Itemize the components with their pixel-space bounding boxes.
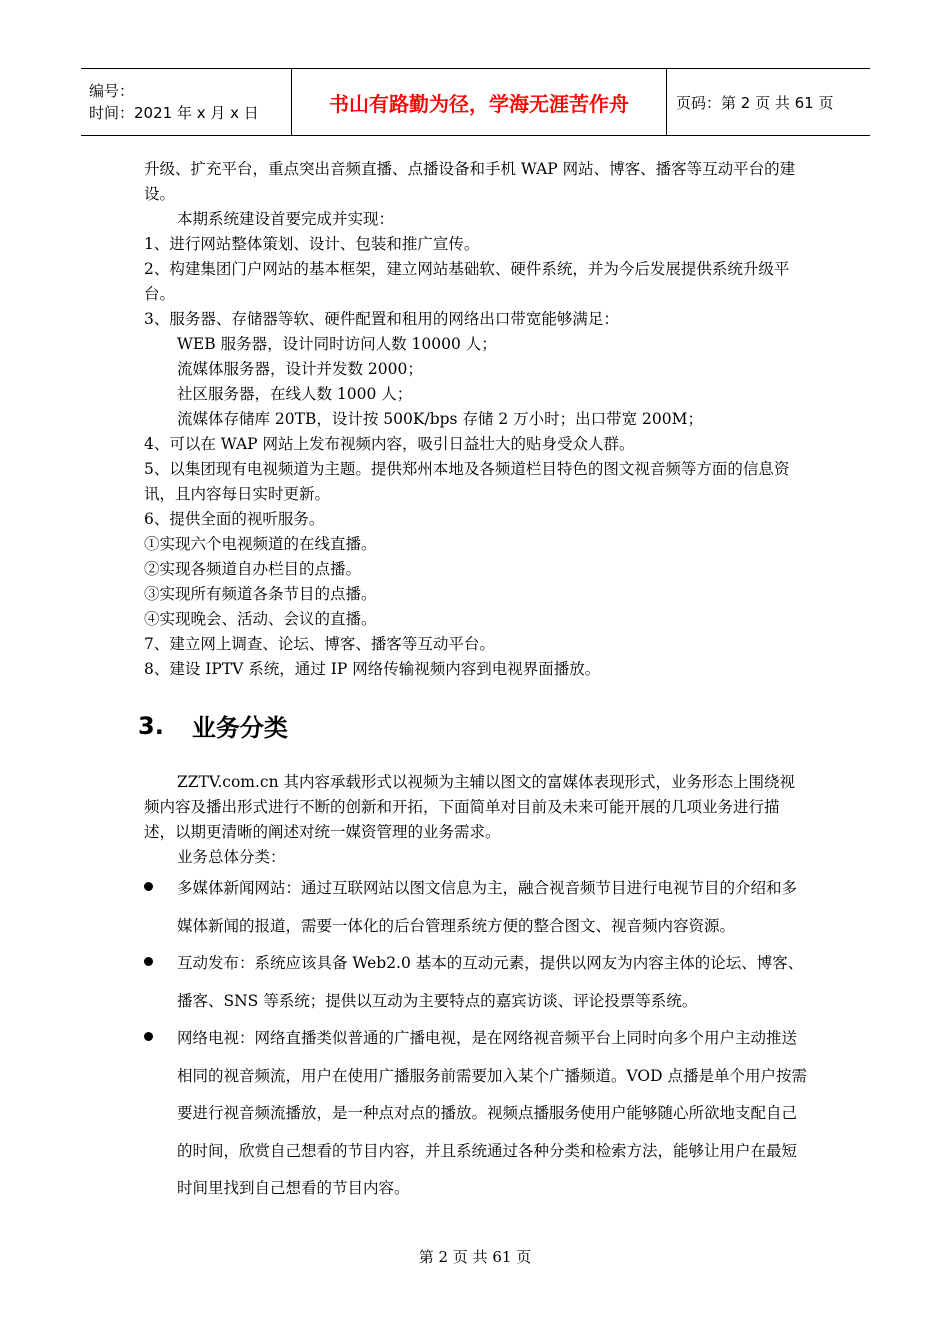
header-page-code: 页码：第 2 页 共 61 页: [667, 69, 871, 136]
body-text: [144, 157, 808, 682]
sub-item: 社区服务器，在线人数 1000 人；: [177, 385, 413, 403]
header-meta: [81, 69, 292, 136]
list-item: 4、可以在 WAP 网站上发布视频内容，吸引日益壮大的贴身受众人群。: [144, 435, 635, 453]
bullet-text: 多媒体新闻网站：通过互联网站以图文信息为主，融合视音频节目进行电视节目的介绍和多媒体新闻的报道，需要一体化的后台管理系统方便的整合图文、视音频内容资源。: [177, 879, 798, 935]
sub-item: 流媒体服务器，设计并发数 2000；: [177, 360, 423, 378]
list-item: 8、建设 IPTV 系统，通过 IP 网络传输视频内容到电视界面播放。: [144, 660, 601, 678]
header-time-label: 时间：2021 年 x 月 x 日: [89, 104, 259, 122]
bullet-dot-icon: [144, 1032, 153, 1041]
bullet-text: 网络电视：网络直播类似普通的广播电视，是在网络视音频平台上同时向多个用户主动推送相同的视音频流，用户在使用广播服务前需要加入某个广播频道。VOD 点播是单个用户按需要进行视音频流播放，是一种点对点的播放。视频点播服务使用户能够随心所欲地支配自己的时间，欣赏自己想看的节目内容，并且系统通过各种分类和检索方法，能够让用户在最短时间里找到自己想看的节目内容。: [177, 1029, 807, 1197]
overview-label: 业务总体分类：: [177, 848, 286, 866]
bullet-dot-icon: [144, 957, 153, 966]
sub-item: 流媒体存储库 20TB，设计按 500K/bps 存储 2 万小时；出口带宽 200M；: [177, 410, 704, 428]
bullet-dot-icon: [144, 882, 153, 891]
sub-item: WEB 服务器，设计同时访问人数 10000 人；: [177, 335, 497, 353]
bullet-item: [144, 945, 808, 1020]
list-item: 7、建立网上调查、论坛、博客、播客等互动平台。: [144, 635, 495, 653]
list-item: ③实现所有频道各条节目的点播。: [144, 585, 377, 603]
paragraph: 升级、扩充平台，重点突出音频直播、点播设备和手机 WAP 网站、博客、播客等互动平台的建设。: [144, 160, 796, 203]
list-item: ①实现六个电视频道的在线直播。: [144, 535, 377, 553]
bullet-list: [144, 870, 808, 1208]
list-item: 6、提供全面的视听服务。: [144, 510, 325, 528]
list-item: 5、以集团现有电视频道为主题。提供郑州本地及各频道栏目特色的图文视音频等方面的信息资讯，且内容每日实时更新。: [144, 460, 790, 503]
bullet-text: 互动发布：系统应该具备 Web2.0 基本的互动元素，提供以网友为内容主体的论坛、博客、播客、SNS 等系统；提供以互动为主要特点的嘉宾访谈、评论投票等系统。: [177, 954, 804, 1010]
bullet-item: [144, 1020, 808, 1208]
bullet-item: [144, 870, 808, 945]
list-item: 2、构建集团门户网站的基本框架，建立网站基础软、硬件系统，并为今后发展提供系统升级平台。: [144, 260, 790, 303]
section-title: 业务分类: [191, 714, 288, 742]
paragraph: 本期系统建设首要完成并实现：: [177, 210, 395, 228]
list-item: 1、进行网站整体策划、设计、包装和推广宣传。: [144, 235, 480, 253]
page-header: [81, 68, 870, 136]
list-item: ④实现晚会、活动、会议的直播。: [144, 610, 377, 628]
intro-paragraph: ZZTV.com.cn 其内容承载形式以视频为主辅以图文的富媒体表现形式，业务形态上围绕视频内容及播出形式进行不断的创新和开拓，下面简单对目前及未来可能开展的几项业务进行描述，以期更清晰的阐述对统一媒资管理的业务需求。: [144, 773, 796, 841]
page-footer: 第 2 页 共 61 页: [418, 1248, 532, 1266]
section-number: 3.: [138, 711, 164, 740]
section-heading: [138, 708, 288, 743]
header-motto: 书山有路勤为径，学海无涯苦作舟: [292, 69, 667, 136]
header-number-label: 编号：: [89, 82, 135, 100]
list-item: 3、服务器、存储器等软、硬件配置和租用的网络出口带宽能够满足：: [144, 310, 619, 328]
list-item: ②实现各频道自办栏目的点播。: [144, 560, 362, 578]
section-intro: [144, 770, 808, 870]
